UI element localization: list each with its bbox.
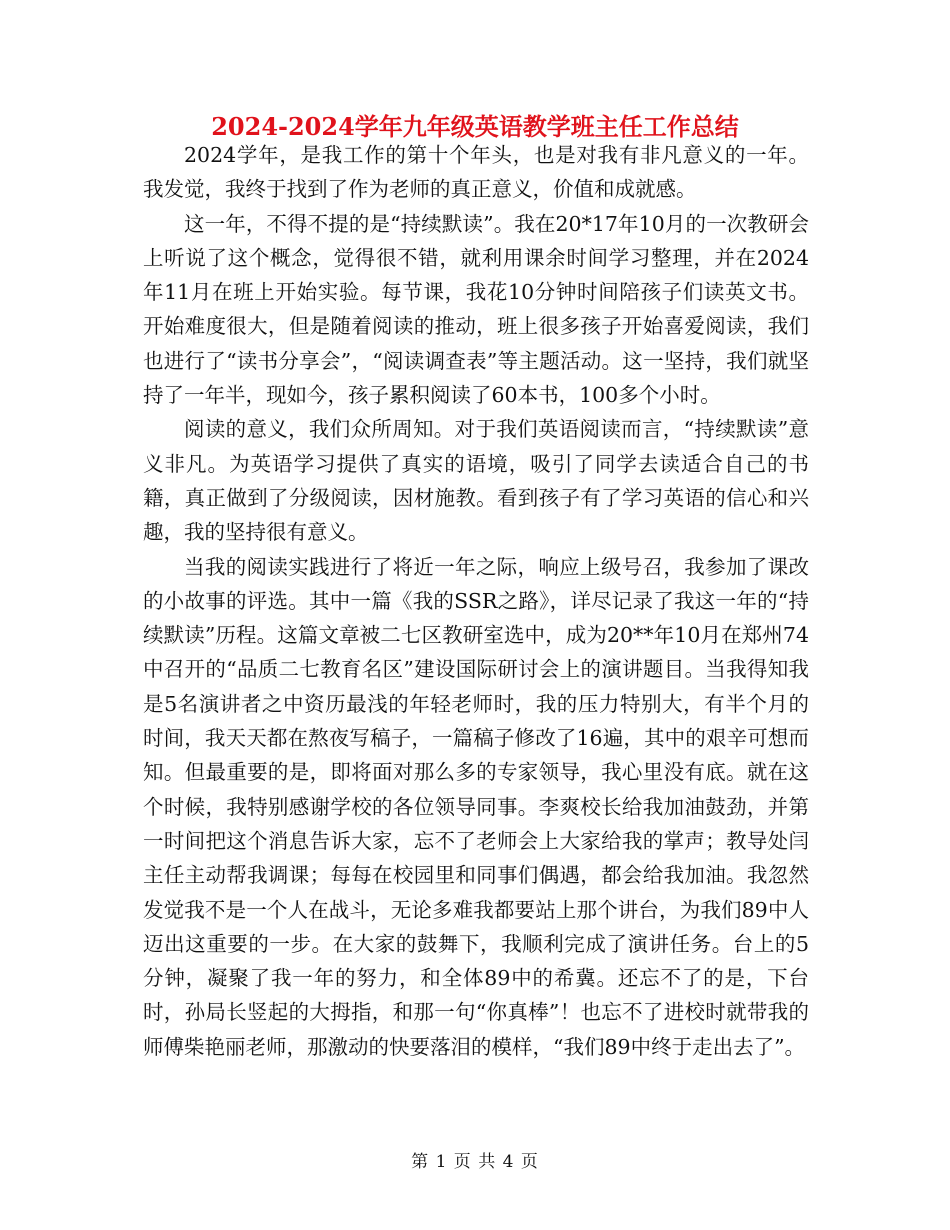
page-footer: 第 1 页 共 4 页 — [411, 1152, 539, 1172]
paragraph-2: 这一年，不得不提的是“持续默读”。我在20*17年10月的一次教研会上听说了这个概念，觉得很不错，就利用课余时间学习整理，并在2024年11月在班上开始实验。每节课，我花10分钟时间陪孩子们读英文书。开始难度很大，但是随着阅读的推动，班上很多孩子开始喜爱阅读，我们也进行了“读书分享会”，“阅读调查表”等主题活动。这一坚持，我们就坚持了一年半，现如今，孩子累积阅读了60本书，100多个小时。 — [143, 211, 809, 408]
paragraph-3: 阅读的意义，我们众所周知。对于我们英语阅读而言，“持续默读”意义非凡。为英语学习提供了真实的语境，吸引了同学去读适合自己的书籍，真正做到了分级阅读，因材施教。看到孩子有了学习英语的信心和兴趣，我的坚持很有意义。 — [143, 417, 809, 545]
paragraph-1: 2024学年，是我工作的第十个年头，也是对我有非凡意义的一年。我发觉，我终于找到了作为老师的真正意义，价值和成就感。 — [143, 143, 809, 202]
paragraph-4: 当我的阅读实践进行了将近一年之际，响应上级号召，我参加了课改的小故事的评选。其中一篇《我的SSR之路》，详尽记录了我这一年的“持续默读”历程。这篇文章被二七区教研室选中，成为20**年10月在郑州74中召开的“品质二七教育名区”建设国际研讨会上的演讲题目。当我得知我是5名演讲者之中资历最浅的年轻老师时，我的压力特别大，有半个月的时间，我天天都在熬夜写稿子，一篇稿子修改了16遍，其中的艰辛可想而知。但最重要的是，即将面对那么多的专家领导，我心里没有底。就在这个时候，我特别感谢学校的各位领导同事。李爽校长给我加油鼓劲，并第一时间把这个消息告诉大家，忘不了老师会上大家给我的掌声；教导处闫主任主动帮我调课；每每在校园里和同事们偶遇，都会给我加油。我忽然发觉我不是一个人在战斗，无论多难我都要站上那个讲台，为我们89中人迈出这重要的一步。在大家的鼓舞下，我顺利完成了演讲任务。台上的5分钟，凝聚了我一年的努力，和全体89中的希冀。还忘不了的是，下台时，孙局长竖起的大拇指，和那一句“你真棒”！也忘不了进校时就带我的师傅柴艳丽老师，那激动的快要落泪的模样，“我们89中终于走出去了”。 — [143, 554, 809, 1059]
document-body — [143, 138, 809, 1064]
document-title: 2024-2024学年九年级英语教学班主任工作总结 — [211, 112, 739, 141]
